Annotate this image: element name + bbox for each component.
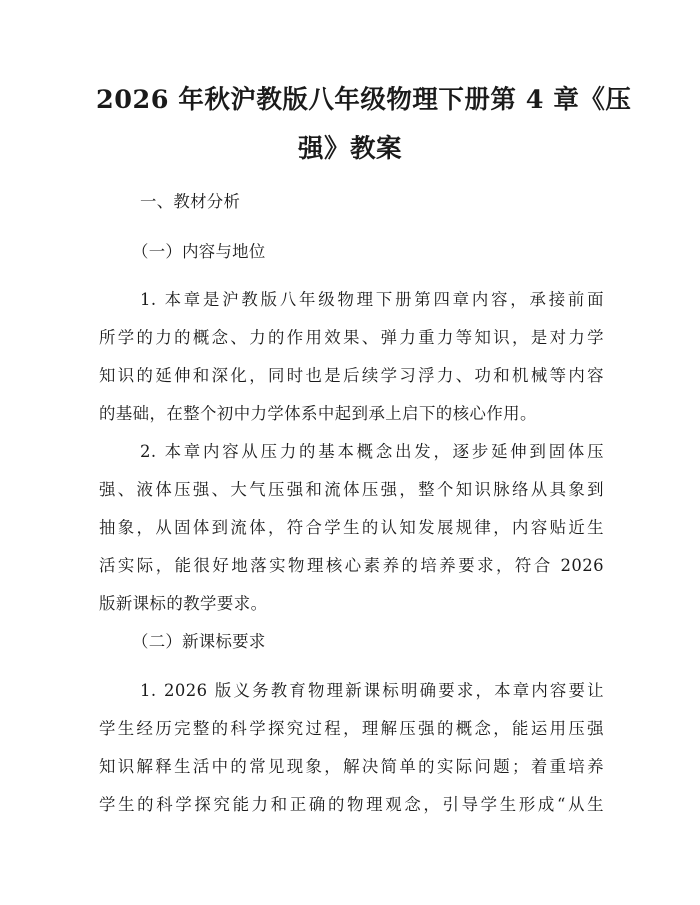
paragraph-line: 学生的科学探究能力和正确的物理观念，引导学生形成“从生 bbox=[99, 795, 604, 814]
paragraph-line: 1. 2026 版义务教育物理新课标明确要求，本章内容要让 bbox=[140, 681, 604, 700]
paragraph-1 bbox=[99, 281, 604, 433]
title-line-2: 强》教案 bbox=[297, 134, 402, 164]
paragraph-line: 强、液体压强、大气压强和流体压强，整个知识脉络从具象到 bbox=[99, 480, 604, 499]
subsection-heading-content-position: （一）内容与地位 bbox=[132, 242, 266, 261]
paragraph-line: 学生经历完整的科学探究过程，理解压强的概念，能运用压强 bbox=[99, 719, 604, 738]
paragraph-line: 2. 本章内容从压力的基本概念出发，逐步延伸到固体压 bbox=[140, 442, 604, 461]
paragraph-line: 抽象，从固体到流体，符合学生的认知发展规律，内容贴近生 bbox=[99, 518, 604, 537]
title-line-1: 2026 年秋沪教版八年级物理下册第 4 章《压 bbox=[96, 85, 632, 115]
document-title bbox=[96, 76, 632, 174]
subsection-heading-curriculum-requirements: （二）新课标要求 bbox=[132, 632, 266, 651]
paragraph-2 bbox=[99, 433, 604, 623]
paragraph-line: 知识的延伸和深化，同时也是后续学习浮力、功和机械等内容 bbox=[99, 366, 604, 385]
paragraph-line: 的基础，在整个初中力学体系中起到承上启下的核心作用。 bbox=[99, 404, 537, 423]
paragraph-line: 所学的力的概念、力的作用效果、弹力重力等知识，是对力学 bbox=[99, 328, 604, 347]
paragraph-3 bbox=[99, 672, 604, 824]
paragraph-line: 知识解释生活中的常见现象，解决简单的实际问题；着重培养 bbox=[99, 757, 604, 776]
paragraph-line: 1. 本章是沪教版八年级物理下册第四章内容，承接前面 bbox=[140, 290, 604, 309]
paragraph-line: 版新课标的教学要求。 bbox=[99, 594, 268, 613]
paragraph-line: 活实际，能很好地落实物理核心素养的培养要求，符合 2026 bbox=[99, 556, 604, 575]
section-heading-textbook-analysis: 一、教材分析 bbox=[140, 192, 241, 211]
